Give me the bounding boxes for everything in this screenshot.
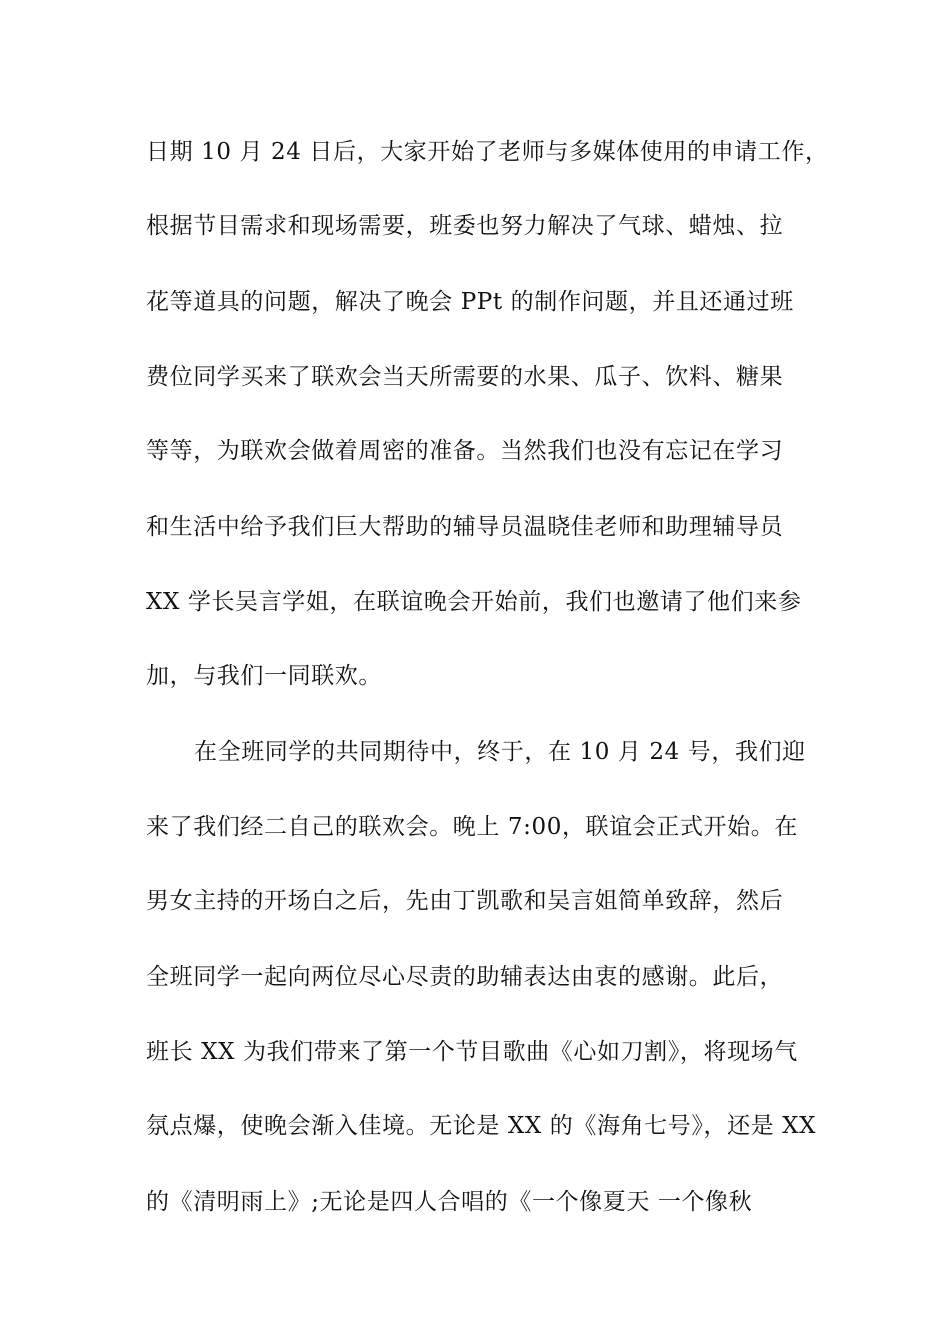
paragraph-line: 的《清明雨上》;无论是四人合唱的《一个像夏天 一个像秋 [146,1189,753,1215]
paragraph-line: 班长 XX 为我们带来了第一个节目歌曲《心如刀割》，将现场气 [146,1039,798,1065]
paragraph-line: 男女主持的开场白之后，先由丁凯歌和吴言姐简单致辞，然后 [146,888,784,914]
paragraph-line: 氛点爆，使晚会渐入佳境。无论是 XX 的《海角七号》，还是 XX [146,1113,817,1139]
paragraph-line: 等等，为联欢会做着周密的准备。当然我们也没有忘记在学习 [146,438,784,464]
paragraph-line: 日期 10 月 24 日后，大家开始了老师与多媒体使用的申请工作， [146,139,829,165]
paragraph-line: 在全班同学的共同期待中，终于，在 10 月 24 号，我们迎 [194,739,806,765]
paragraph-line: XX 学长吴言学姐，在联谊晚会开始前，我们也邀请了他们来参 [146,589,802,615]
paragraph-line: 根据节目需求和现场需要，班委也努力解决了气球、蜡烛、拉 [146,213,784,239]
paragraph-line: 加，与我们一同联欢。 [146,663,382,689]
paragraph-line: 来了我们经二自己的联欢会。晚上 7:00，联谊会正式开始。在 [146,814,798,840]
paragraph-line: 和生活中给予我们巨大帮助的辅导员温晓佳老师和助理辅导员 [146,514,784,540]
paragraph-line: 全班同学一起向两位尽心尽责的助辅表达由衷的感谢。此后， [146,964,784,990]
paragraph-line: 花等道具的问题，解决了晚会 PPt 的制作问题，并且还通过班 [146,289,794,315]
paragraph-line: 费位同学买来了联欢会当天所需要的水果、瓜子、饮料、糖果 [146,364,784,390]
